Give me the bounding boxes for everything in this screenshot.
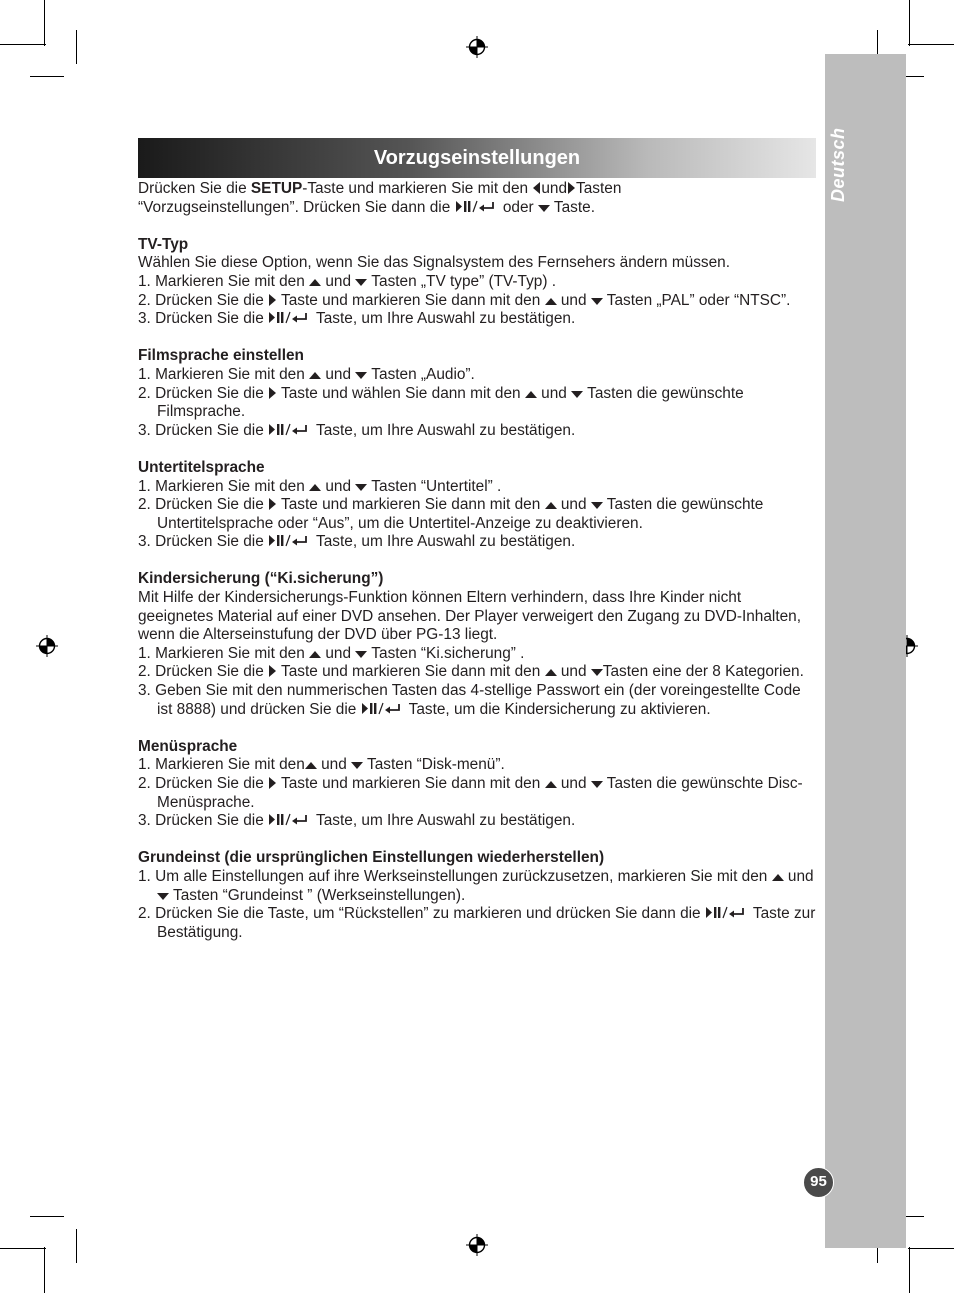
down-arrow-icon xyxy=(591,668,603,677)
crop-mark xyxy=(909,0,910,46)
down-arrow-icon xyxy=(591,780,603,789)
down-arrow-icon xyxy=(538,204,550,213)
down-arrow-icon xyxy=(591,501,603,510)
up-arrow-icon xyxy=(309,650,321,659)
step: 3. Drücken Sie die Taste, um Ihre Auswahl zu bestätigen. xyxy=(138,533,576,551)
step: 2. Drücken Sie die Taste, um “Rückstellen” zu markieren und drücken Sie dann die Taste zur Bestätigung. xyxy=(138,905,816,941)
crop-mark xyxy=(30,76,64,77)
right-arrow-icon xyxy=(268,777,277,789)
section-heading-factory-reset: Grundeinst (die ursprünglichen Einstellungen wiederherstellen) xyxy=(138,849,605,867)
up-arrow-icon xyxy=(309,371,321,380)
crop-mark xyxy=(76,30,77,64)
main-content xyxy=(138,180,818,942)
step: 1. Markieren Sie mit den und Tasten “Untertitel” . xyxy=(138,477,502,495)
registration-mark-icon xyxy=(466,1234,488,1256)
up-arrow-icon xyxy=(545,668,557,677)
section-description: Wählen Sie diese Option, wenn Sie das Signalsystem des Fernsehers ändern müssen. xyxy=(138,254,730,272)
step: 1. Um alle Einstellungen auf ihre Werkseinstellungen zurückzusetzen, markieren Sie mit den und Tasten “Grundeinst ” (Werkseinstellungen). xyxy=(138,867,814,904)
step: 3. Drücken Sie die Taste, um Ihre Auswahl zu bestätigen. xyxy=(138,310,576,328)
step: 2. Drücken Sie die Taste und markieren Sie dann mit den und Tasten die gewünschte Disc-Menüsprache. xyxy=(138,775,803,811)
up-arrow-icon xyxy=(309,483,321,492)
step: 2. Drücken Sie die Taste und markieren Sie dann mit den und Tasten „PAL” oder “NTSC”. xyxy=(138,291,791,309)
crop-mark xyxy=(44,0,45,46)
up-arrow-icon xyxy=(305,761,317,770)
play-pause-enter-icon xyxy=(268,813,312,826)
registration-mark-icon xyxy=(466,36,488,58)
step: 1. Markieren Sie mit den und Tasten „Audio”. xyxy=(138,365,475,383)
step: 2. Drücken Sie die Taste und markieren Sie dann mit den und Tasten die gewünschte Untertitelsprache oder “Aus”, um die Untertitel-Anzeige zu deaktivieren. xyxy=(138,496,764,532)
right-arrow-icon xyxy=(268,665,277,677)
up-arrow-icon xyxy=(545,297,557,306)
down-arrow-icon xyxy=(571,390,583,399)
right-arrow-icon xyxy=(268,387,277,399)
crop-mark xyxy=(908,44,954,45)
down-arrow-icon xyxy=(355,650,367,659)
section-heading-parental-control: Kindersicherung (“Ki.sicherung”) xyxy=(138,570,384,588)
section-heading-menu-language: Menüsprache xyxy=(138,737,238,755)
down-arrow-icon xyxy=(351,761,363,770)
language-side-band xyxy=(825,54,906,1248)
down-arrow-icon xyxy=(355,371,367,380)
step: 3. Geben Sie mit den nummerischen Tasten das 4-stellige Passwort ein (der voreingestellte Code ist 8888) und drücken Sie die Taste, um die Kindersicherung zu aktivieren. xyxy=(138,682,801,718)
up-arrow-icon xyxy=(772,873,784,882)
step: 3. Drücken Sie die Taste, um Ihre Auswahl zu bestätigen. xyxy=(138,812,576,830)
language-tab xyxy=(826,122,850,202)
language-label: Deutsch xyxy=(828,127,848,202)
right-arrow-icon xyxy=(268,294,277,306)
right-arrow-icon xyxy=(567,182,576,194)
intro-paragraph: Drücken Sie die SETUP-Taste und markieren Sie mit den und Tasten “Vorzugseinstellungen”. Drücken Sie dann die oder Taste. xyxy=(138,180,622,216)
play-pause-enter-icon xyxy=(361,702,405,715)
crop-mark xyxy=(908,1248,954,1249)
up-arrow-icon xyxy=(545,780,557,789)
left-arrow-icon xyxy=(532,182,541,194)
step: 2. Drücken Sie die Taste und wählen Sie dann mit den und Tasten die gewünschte Filmsprache. xyxy=(138,384,744,421)
play-pause-enter-icon xyxy=(268,423,312,436)
crop-mark xyxy=(76,1229,77,1263)
registration-mark-icon xyxy=(36,635,58,657)
play-pause-enter-icon xyxy=(268,534,312,547)
crop-mark xyxy=(0,1248,46,1249)
crop-mark xyxy=(909,1247,910,1293)
step: 1. Markieren Sie mit den und Tasten „TV type” (TV-Typ) . xyxy=(138,272,557,290)
page-number: 95 xyxy=(803,1167,834,1198)
step: 1. Markieren Sie mit den und Tasten “Disk-menü”. xyxy=(138,756,505,774)
page-title: Vorzugseinstellungen xyxy=(373,147,581,169)
down-arrow-icon xyxy=(355,278,367,287)
down-arrow-icon xyxy=(157,892,169,901)
step: 3. Drücken Sie die Taste, um Ihre Auswahl zu bestätigen. xyxy=(138,421,576,439)
crop-mark xyxy=(0,44,46,45)
play-pause-enter-icon xyxy=(268,311,312,324)
crop-mark xyxy=(44,1247,45,1293)
step: 1. Markieren Sie mit den und Tasten “Ki.sicherung” . xyxy=(138,644,525,662)
section-heading-film-language: Filmsprache einstellen xyxy=(138,347,304,365)
play-pause-enter-icon xyxy=(455,200,499,213)
up-arrow-icon xyxy=(309,278,321,287)
section-heading-tv-type: TV-Typ xyxy=(138,235,189,253)
section-description: Mit Hilfe der Kindersicherungs-Funktion können Eltern verhindern, dass Ihre Kinder nicht geeignetes Material auf einer DVD ansehen. Der Player verweigert den Zugang zu DVD-Inhalten, wenn die Alterseinstufung der DVD über PG-13 liegt. xyxy=(138,589,802,644)
up-arrow-icon xyxy=(525,390,537,399)
down-arrow-icon xyxy=(355,483,367,492)
section-heading-subtitle-language: Untertitelsprache xyxy=(138,458,265,476)
step: 2. Drücken Sie die Taste und markieren Sie dann mit den und Tasten eine der 8 Kategorien. xyxy=(138,663,804,681)
down-arrow-icon xyxy=(591,297,603,306)
right-arrow-icon xyxy=(268,498,277,510)
up-arrow-icon xyxy=(545,501,557,510)
play-pause-enter-icon xyxy=(705,906,749,919)
section-title-bar xyxy=(138,138,816,178)
crop-mark xyxy=(30,1216,64,1217)
